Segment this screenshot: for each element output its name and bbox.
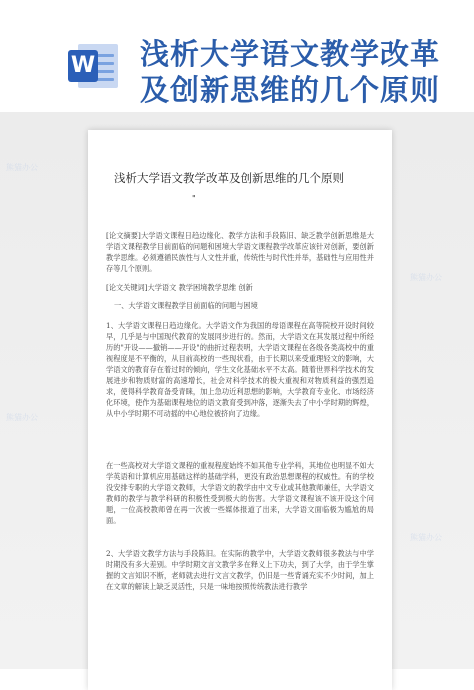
banner-title [140,36,460,108]
watermark: 熊猫办公 [410,273,442,282]
word-document-icon [68,44,120,88]
banner-title-line1: 浅析大学语文教学改革 [140,37,441,71]
document-preview-area [0,112,474,669]
document-page [88,130,392,690]
banner-title-line2: 及创新思维的几个原则 [140,73,441,107]
document-title: 浅析大学语文教学改革及创新思维的几个原则 [114,171,344,185]
watermark: 熊猫办公 [6,163,38,172]
keywords-line: [论文关键词]大学语文 教学困境教学思维 创新 [106,283,253,292]
watermark: 熊猫办公 [410,533,442,542]
section-heading: 一、大学语文课程教学目前面临的问题与困境 [114,301,258,310]
body-paragraph-1: 1、大学语文课程日趋边缘化。大学语文作为我国的母语课程在高等院校开设时间较早，几乎是与中国现代教育的发展同步进行的。然而，大学语文在其发展过程中所经历的"开设——撤销——开设"的曲折过程表明，大学语文课程在各级各类高校中的重视程度是不平衡的，从目前高校的一些现状看，由于长期以来受重理轻文的影响，大学语文的教育存在着过时的倾向，学生文化基础水平不太高。随着世界科学技术的发展进步和物质财富的高速增长，社会对科学技术的极大重视和对物质利益的强烈追求，使得科学教育备受青睐，加上急功近利思想的影响，大学教育专业化、市场经济化环境，使作为基础课程地位的语文教育受到冲落，逐渐失去了中小学时期的辉煌，从中小学时期不可动摇的中心地位被挤向了边缘。 [106,321,374,418]
body-paragraph-2: 在一些高校对大学语文课程的重视程度始终不如其他专业学科，其地位也明显不如大学英语和计算机应用基础这样的基础学科，更没有政治思想课程的权威性。有的学校没安排专职的大学语文教师，大学语文的教学由中文专业或其他教师兼任，大学语文教师的教学与教学科研的积极性受到极大的伤害。大学语文课程该不该开设这个问题，一位高校教师曾在再一次被一些媒体报道了出来，大学语文面临极为尴尬的局面。 [106,461,374,525]
title-mark: " [192,194,196,203]
body-paragraph-3: 2、大学语文教学方法与手段陈旧。在实际的教学中，大学语文教师很多教法与中学时期没有多大差别。中学时期文言文教学多在释义上下功夫，到了大学，由于学生掌握的文言知识不断，老师就去进行文言文教学，仍旧是一些背诵充实不少时间，加上在文章的解读上缺乏灵活性，只是一味地按照传统教法进行教学 [106,549,374,591]
abstract-paragraph: [论文摘要]大学语文课程日趋边缘化、教学方法和手段陈旧、缺乏教学创新思维是大学语文课程教学目前面临的问题和困境大学语文课程教学改革应该针对创新，要创新教学思维。必须遵循民族性与人文性并重，传统性与时代性并举，基础性与应用性并存等几个原则。 [106,231,374,273]
watermark: 熊猫办公 [6,413,38,422]
banner [0,0,474,120]
word-logo-letter: W [68,50,98,82]
